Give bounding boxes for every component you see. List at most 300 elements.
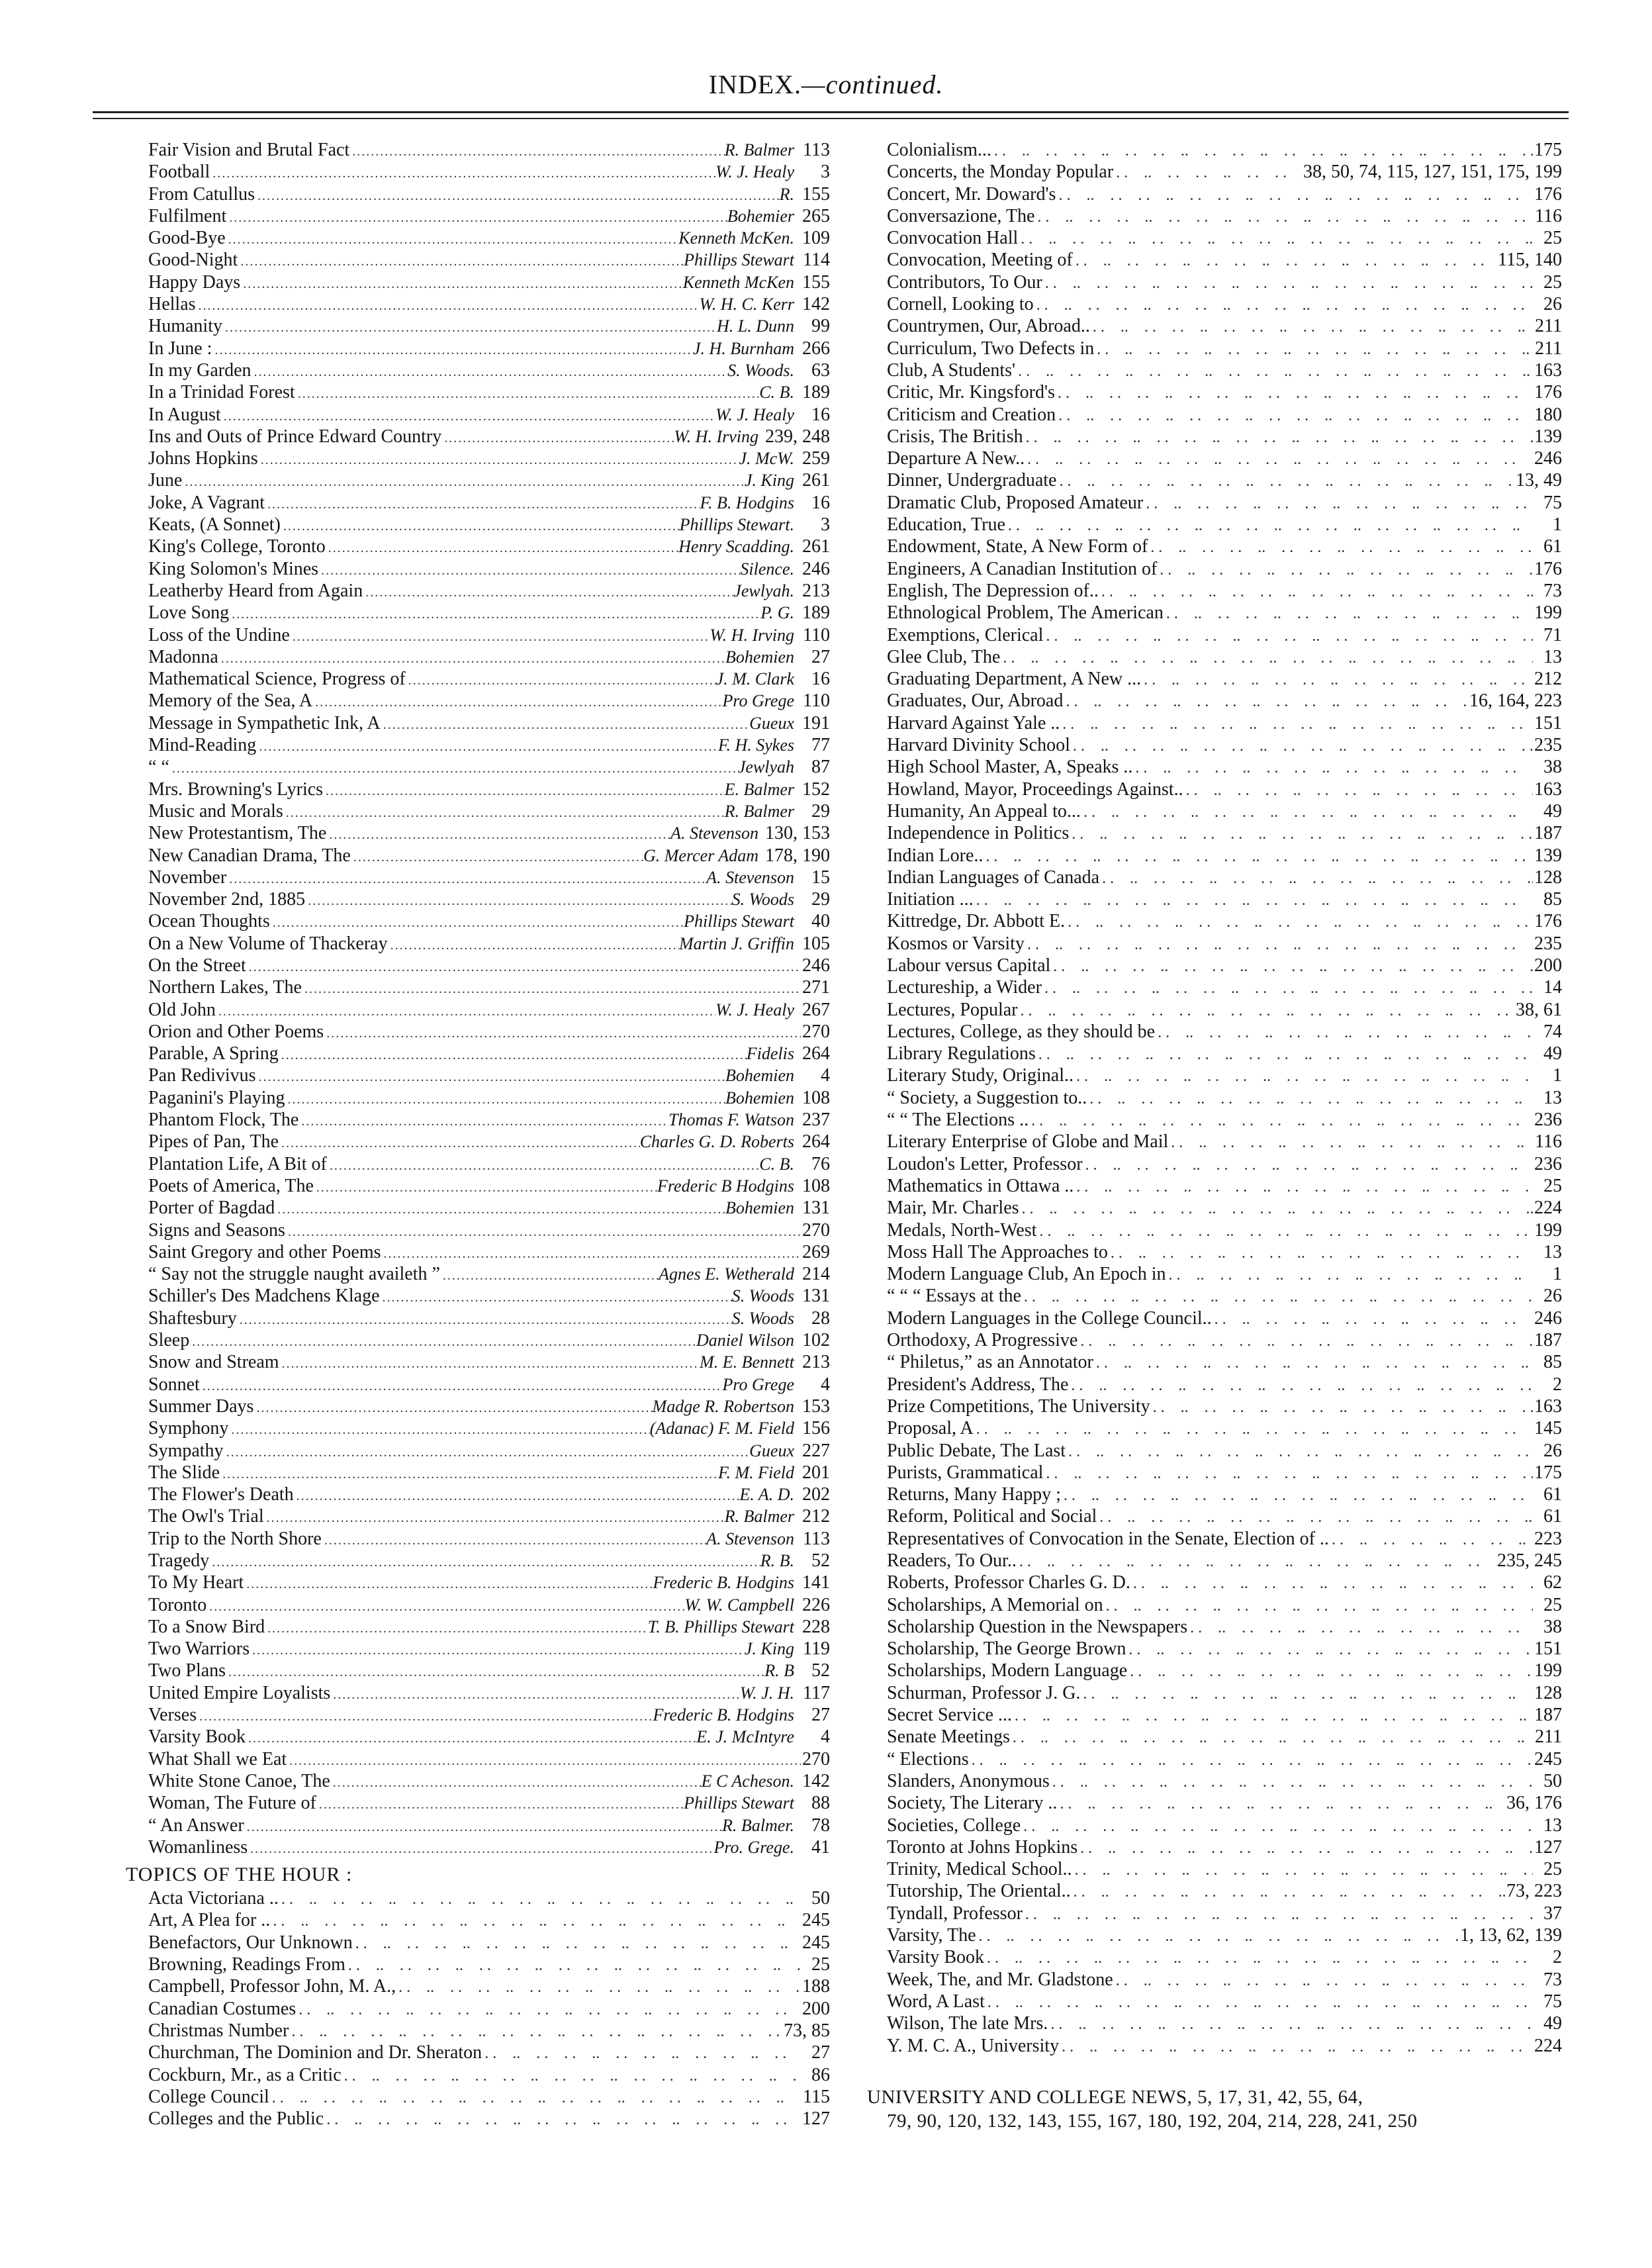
leader-dots — [1042, 273, 1533, 295]
leader-dots — [1066, 1441, 1533, 1464]
entry-title: On a New Volume of Thackeray — [148, 933, 388, 954]
leader-dots — [1012, 1705, 1533, 1728]
entry-title: Dramatic Club, Proposed Amateur — [887, 492, 1144, 513]
leader-dots — [218, 648, 725, 670]
entry-author: A. Stevenson — [706, 867, 794, 887]
entry-pages: 61 — [1543, 536, 1562, 557]
entry-title: Phantom Flock, The — [148, 1110, 299, 1131]
index-entry — [148, 1351, 830, 1373]
index-entry — [148, 888, 830, 910]
leader-dots — [1078, 1838, 1533, 1860]
index-entry — [148, 933, 830, 955]
leader-dots — [256, 1066, 725, 1088]
entry-pages: 163 — [1534, 359, 1562, 381]
entry-title: Loudon's Letter, Professor — [887, 1153, 1083, 1174]
entry-title: June — [148, 470, 183, 491]
entry-pages: 130, 153 — [765, 823, 830, 844]
entry-title: From Catullus — [148, 183, 255, 205]
entry-author: S. Woods — [731, 890, 794, 910]
leader-dots — [396, 1977, 801, 1999]
entry-title: Representatives of Convocation in the Senate, Election of .. — [887, 1528, 1329, 1549]
entry-title: President's Address, The — [887, 1374, 1069, 1395]
entry-author: W. W. Campbell — [684, 1595, 794, 1615]
leader-dots — [270, 1911, 801, 1933]
index-entry — [887, 910, 1562, 932]
index-entry — [887, 359, 1562, 381]
entry-pages: 29 — [811, 800, 830, 822]
entry-title: Societies, College — [887, 1815, 1021, 1836]
entry-title: In my Garden — [148, 359, 252, 381]
entry-pages: 115 — [803, 2086, 830, 2107]
left-column — [126, 139, 830, 2130]
entry-title: Kittredge, Dr. Abbott E. — [887, 911, 1066, 932]
entry-title: College Council — [148, 2086, 269, 2107]
index-entry — [887, 1263, 1562, 1285]
index-entry — [148, 1329, 830, 1351]
index-entry — [887, 955, 1562, 976]
index-entry — [148, 1572, 830, 1593]
entry-pages: 127 — [1534, 1836, 1562, 1858]
index-entry — [148, 426, 830, 448]
entry-title: Varsity Book — [887, 1947, 984, 1968]
entry-title: The Slide — [148, 1462, 220, 1483]
index-entry — [887, 976, 1562, 998]
index-entry — [887, 1219, 1562, 1241]
leader-dots — [283, 802, 725, 824]
entry-pages: 188 — [802, 1976, 830, 1997]
entry-title: Leatherby Heard from Again — [148, 580, 363, 601]
page-title — [0, 69, 1652, 100]
entry-pages: 245 — [802, 1910, 830, 1931]
index-entry — [887, 1462, 1562, 1484]
entry-author: Bohemien — [725, 1198, 794, 1218]
index-entry — [887, 315, 1562, 337]
leader-dots — [1023, 1904, 1533, 1926]
entry-pages: 264 — [802, 1131, 830, 1153]
entry-title: Woman, The Future of — [148, 1793, 316, 1814]
entry-title: Concerts, the Monday Popular — [887, 162, 1114, 183]
entry-title: King's College, Toronto — [148, 536, 326, 557]
entry-pages: 102 — [802, 1330, 830, 1351]
index-entry — [887, 271, 1562, 293]
entry-title: Secret Service ... — [887, 1705, 1012, 1726]
entry-author: Gueux — [749, 1441, 794, 1460]
entry-pages: 199 — [1534, 1660, 1562, 1681]
entry-author: H. L. Dunn — [716, 316, 794, 336]
entry-title: Critic, Mr. Kingsford's — [887, 382, 1055, 403]
entry-author: Phillips Stewart — [684, 912, 794, 931]
entry-title: Art, A Plea for .. — [148, 1910, 271, 1931]
leader-dots — [287, 1750, 801, 1772]
entry-author: J. King — [744, 471, 794, 491]
index-entry — [887, 139, 1562, 161]
index-entry — [887, 249, 1562, 271]
entry-pages: 1 — [1553, 514, 1562, 536]
leader-dots — [182, 471, 745, 493]
entry-author: Jewlyah. — [733, 581, 794, 600]
index-entry — [887, 867, 1562, 888]
leader-dots — [212, 340, 692, 361]
entry-title: November 2nd, 1885 — [148, 889, 306, 910]
entry-pages: 49 — [1543, 1043, 1562, 1064]
entry-pages: 110 — [803, 624, 830, 645]
leader-dots — [1132, 757, 1533, 780]
entry-title: Y. M. C. A., University — [887, 2035, 1060, 2056]
leader-dots — [1168, 1132, 1533, 1155]
entry-pages: 176 — [1534, 183, 1562, 205]
entry-pages: 49 — [1543, 800, 1562, 822]
leader-dots — [240, 273, 683, 295]
index-entry — [887, 1616, 1562, 1638]
entry-pages: 16 — [811, 404, 830, 425]
index-entry — [148, 2064, 830, 2086]
leader-dots — [270, 912, 684, 934]
entry-title: Churchman, The Dominion and Dr. Sheraton — [148, 2042, 482, 2063]
entry-pages: 270 — [802, 1748, 830, 1770]
leader-dots — [482, 2043, 801, 2065]
entry-author: Silence. — [740, 559, 794, 579]
entry-author: Phillips Stewart — [684, 1793, 794, 1813]
entry-title: Old John — [148, 999, 216, 1020]
entry-pages: 36, 176 — [1506, 1793, 1562, 1814]
entry-title: Fair Vision and Brutal Fact — [148, 140, 350, 160]
index-entry — [887, 227, 1562, 249]
entry-title: Literary Study, Original.. — [887, 1065, 1074, 1086]
leader-dots — [189, 1331, 696, 1353]
index-entry — [148, 822, 830, 844]
entry-title: Good-Night — [148, 250, 238, 271]
index-entry — [887, 1505, 1562, 1527]
entry-author: Bohemien — [725, 647, 794, 667]
leader-dots — [326, 824, 670, 846]
index-entry — [887, 668, 1562, 690]
entry-pages: 175 — [1534, 140, 1562, 160]
index-entry — [887, 1395, 1562, 1417]
leader-dots — [200, 1376, 723, 1397]
entry-pages: 128 — [1534, 867, 1562, 888]
index-entry — [148, 1064, 830, 1086]
index-entry — [148, 2020, 830, 2042]
index-entry — [148, 1726, 830, 1748]
leader-dots — [991, 140, 1533, 163]
index-entry — [148, 1682, 830, 1704]
index-entry — [148, 1021, 830, 1043]
index-entry — [148, 756, 830, 778]
leader-dots — [1130, 1573, 1533, 1595]
entry-pages: 25 — [1543, 1594, 1562, 1615]
entry-author: W. J. H. — [739, 1683, 794, 1703]
entry-pages: 86 — [811, 2064, 830, 2085]
index-entry — [887, 1484, 1562, 1505]
entry-title: Lectures, College, as they should be — [887, 1021, 1156, 1042]
leader-dots — [1060, 714, 1533, 736]
entry-title: Readers, To Our.. — [887, 1550, 1017, 1571]
entry-title: Kosmos or Varsity — [887, 933, 1025, 954]
entry-author: Gueux — [749, 713, 794, 733]
entry-pages: 202 — [802, 1484, 830, 1505]
leader-dots — [1329, 1529, 1533, 1552]
index-entry — [887, 1351, 1562, 1373]
entry-author: F. B. Hodgins — [700, 493, 794, 512]
leader-dots — [1050, 956, 1533, 978]
leader-dots — [1005, 515, 1533, 538]
entry-pages: 40 — [811, 911, 830, 932]
entry-pages: 212 — [802, 1506, 830, 1527]
entry-author: T. B. Phillips Stewart — [647, 1617, 794, 1636]
entry-pages: 16 — [811, 669, 830, 690]
index-entry — [148, 1748, 830, 1770]
entry-pages: 178, 190 — [765, 845, 830, 866]
entry-pages: 38 — [1543, 1616, 1562, 1637]
leader-dots — [1025, 934, 1533, 957]
entry-title: Northern Lakes, The — [148, 977, 302, 998]
entry-title: Prize Competitions, The University — [887, 1395, 1150, 1417]
leader-dots — [1093, 1352, 1533, 1375]
index-entry — [148, 734, 830, 756]
index-entry — [148, 955, 830, 976]
leader-dots — [252, 361, 728, 383]
index-entry — [148, 1109, 830, 1131]
leader-dots — [984, 1948, 1533, 1970]
entry-pages: 25 — [811, 1954, 830, 1975]
leader-dots — [216, 1001, 715, 1023]
entry-author: S. Woods — [731, 1308, 794, 1328]
entry-pages: 151 — [1534, 712, 1562, 733]
entry-pages: 27 — [811, 646, 830, 667]
leader-dots — [206, 1596, 684, 1618]
leader-dots — [324, 2109, 801, 2132]
entry-pages: 110 — [803, 690, 830, 712]
index-entry — [148, 1505, 830, 1527]
leader-dots — [330, 1684, 740, 1706]
index-entry — [148, 1815, 830, 1836]
entry-pages: 119 — [803, 1638, 830, 1660]
entry-pages: 74 — [1543, 1021, 1562, 1042]
entry-title: Glee Club, The — [887, 646, 1001, 667]
leader-dots — [1056, 185, 1533, 207]
leader-dots — [1072, 1860, 1533, 1882]
entry-pages: 201 — [802, 1462, 830, 1483]
entry-title: Mrs. Browning's Lyrics — [148, 779, 324, 800]
leader-dots — [279, 1353, 700, 1375]
entry-title: Love Song — [148, 602, 230, 624]
index-entry — [148, 1660, 830, 1681]
entry-title: Scholarships, A Memorial on — [887, 1594, 1103, 1615]
entry-title: The Owl's Trial — [148, 1506, 264, 1527]
index-entry — [148, 1638, 830, 1660]
leader-dots — [255, 185, 780, 207]
university-news-entry — [867, 2085, 1582, 2133]
index-entry — [887, 712, 1562, 734]
leader-dots — [1094, 339, 1533, 361]
leader-dots — [349, 141, 724, 163]
entry-pages: 235 — [1534, 735, 1562, 756]
entry-pages: 270 — [802, 1219, 830, 1241]
leader-dots — [1018, 1000, 1516, 1023]
index-entry — [887, 1638, 1562, 1660]
index-entry — [148, 293, 830, 315]
leader-dots — [353, 1933, 801, 1956]
entry-pages: 269 — [802, 1241, 830, 1262]
entry-title: Medals, North-West — [887, 1219, 1037, 1241]
index-entry — [887, 1307, 1562, 1329]
leader-dots — [1043, 626, 1533, 648]
entry-pages: 62 — [1543, 1572, 1562, 1593]
entry-author: W. H. Irving — [674, 426, 758, 446]
entry-pages: 235 — [1534, 933, 1562, 954]
entry-pages: 163 — [1534, 779, 1562, 800]
leader-dots — [256, 736, 718, 758]
index-entry — [887, 646, 1562, 668]
entry-pages: 49 — [1543, 2013, 1562, 2034]
entry-title: Tutorship, The Oriental.. — [887, 1881, 1071, 1902]
entry-author: Madge R. Robertson — [652, 1396, 794, 1416]
entry-author: Frederic B Hodgins — [657, 1176, 794, 1196]
index-entry — [148, 1440, 830, 1462]
entry-pages: 108 — [802, 1175, 830, 1196]
entry-pages: 142 — [802, 1770, 830, 1791]
entry-pages: 13 — [1543, 1815, 1562, 1836]
index-entry — [887, 1815, 1562, 1836]
entry-title: Signs and Seasons — [148, 1219, 285, 1241]
entry-pages: 13, 49 — [1516, 470, 1562, 491]
entry-pages: 259 — [802, 448, 830, 469]
entry-title: Toronto — [148, 1594, 207, 1615]
entry-pages: 246 — [802, 558, 830, 579]
entry-pages: 75 — [1543, 492, 1562, 513]
entry-pages: 153 — [802, 1395, 830, 1417]
entry-pages: 88 — [811, 1793, 830, 1814]
entry-title: Ocean Thoughts — [148, 911, 270, 932]
entry-pages: 176 — [1534, 558, 1562, 579]
entry-title: “ Say not the struggle naught availeth ” — [148, 1264, 440, 1285]
entry-title: United Empire Loyalists — [148, 1682, 331, 1703]
entry-title: Lectureship, a Wider — [887, 977, 1042, 998]
entry-title: Colonialism... — [887, 140, 991, 160]
entry-title: Engineers, A Canadian Institution of — [887, 558, 1158, 579]
index-entry — [148, 1836, 830, 1858]
entry-title: Verses — [148, 1705, 197, 1726]
index-entry — [148, 1932, 830, 1954]
entry-pages: 152 — [802, 779, 830, 800]
index-entry — [887, 933, 1562, 955]
leader-dots — [294, 1486, 740, 1507]
entry-pages: 261 — [802, 470, 830, 491]
index-entry — [887, 2012, 1562, 2034]
entry-pages: 116 — [1535, 205, 1562, 226]
index-entry — [148, 271, 830, 293]
leader-dots — [169, 758, 738, 780]
leader-dots — [1164, 603, 1533, 626]
entry-pages: 26 — [1543, 294, 1562, 315]
entry-title: Schiller's Des Madchens Klage — [148, 1286, 380, 1307]
index-entry — [887, 558, 1562, 580]
index-entry — [887, 1417, 1562, 1439]
leader-dots — [1000, 647, 1533, 670]
entry-pages: 227 — [802, 1440, 830, 1461]
leader-dots — [1166, 1264, 1533, 1287]
leader-dots — [1042, 978, 1533, 1000]
entry-pages: 73, 85 — [784, 2020, 830, 2041]
entry-title: Wilson, The late Mrs. — [887, 2013, 1048, 2034]
entry-author: S. Woods — [731, 1286, 794, 1306]
entry-title: What Shall we Eat — [148, 1748, 287, 1770]
entry-pages: 246 — [802, 955, 830, 976]
leader-dots — [1056, 471, 1516, 493]
entry-title: Reform, Political and Social — [887, 1506, 1097, 1527]
index-entry — [887, 183, 1562, 205]
leader-dots — [229, 604, 760, 626]
entry-title: Varsity, The — [887, 1925, 976, 1946]
index-entry — [887, 426, 1562, 448]
entry-pages: 211 — [1535, 338, 1562, 359]
leader-dots — [248, 1838, 713, 1860]
entry-title: Shaftesbury — [148, 1307, 237, 1329]
leader-dots — [974, 890, 1533, 912]
entry-title: Sonnet — [148, 1374, 200, 1395]
leader-dots — [1070, 735, 1533, 758]
leader-dots — [983, 846, 1533, 869]
entry-title: Football — [148, 162, 210, 183]
entry-title: Concert, Mr. Doward's — [887, 183, 1056, 205]
entry-pages: 246 — [1534, 1307, 1562, 1329]
entry-pages: 1 — [1553, 1264, 1562, 1285]
index-entry — [887, 293, 1562, 315]
entry-pages: 77 — [811, 735, 830, 756]
entry-author: Pro Grege — [722, 691, 794, 711]
index-entry — [148, 1887, 830, 1909]
entry-pages: 141 — [802, 1572, 830, 1593]
leader-dots — [1183, 780, 1533, 802]
index-entry — [148, 1087, 830, 1109]
leader-dots — [1074, 1066, 1533, 1088]
leader-dots — [1148, 537, 1533, 559]
entry-title: Humanity, An Appeal to... — [887, 800, 1081, 822]
entry-pages: 16, 164, 223 — [1469, 690, 1562, 712]
entry-pages: 267 — [802, 999, 830, 1020]
leader-dots — [1127, 1661, 1533, 1683]
entry-pages: 127 — [802, 2108, 830, 2130]
index-entry — [887, 1880, 1562, 1902]
entry-title: New Canadian Drama, The — [148, 845, 351, 866]
entry-title: “ Philetus,” as an Annotator — [887, 1352, 1093, 1373]
entry-pages: 87 — [811, 757, 830, 778]
entry-pages: 142 — [802, 294, 830, 315]
leader-dots — [226, 229, 679, 251]
index-entry — [148, 867, 830, 888]
entry-pages: 16 — [811, 492, 830, 513]
index-entry — [148, 1594, 830, 1616]
leader-dots — [224, 1442, 750, 1464]
index-entry — [148, 1197, 830, 1219]
index-entry — [148, 205, 830, 227]
index-entry — [148, 2042, 830, 2063]
leader-dots — [1036, 1044, 1533, 1066]
index-entry — [887, 999, 1562, 1021]
index-entry — [887, 1550, 1562, 1572]
leader-dots — [1212, 1309, 1533, 1331]
leader-dots — [1073, 250, 1498, 273]
leader-dots — [406, 670, 716, 692]
leader-dots — [314, 1177, 657, 1199]
index-entry — [148, 2108, 830, 2130]
index-entry — [148, 1263, 830, 1285]
entry-author: Pro. Grege. — [713, 1837, 794, 1857]
entry-title: Schurman, Professor J. G. — [887, 1682, 1081, 1703]
entry-author: R. B — [764, 1661, 794, 1681]
entry-pages: 212 — [1534, 669, 1562, 690]
entry-pages: 266 — [802, 338, 830, 359]
